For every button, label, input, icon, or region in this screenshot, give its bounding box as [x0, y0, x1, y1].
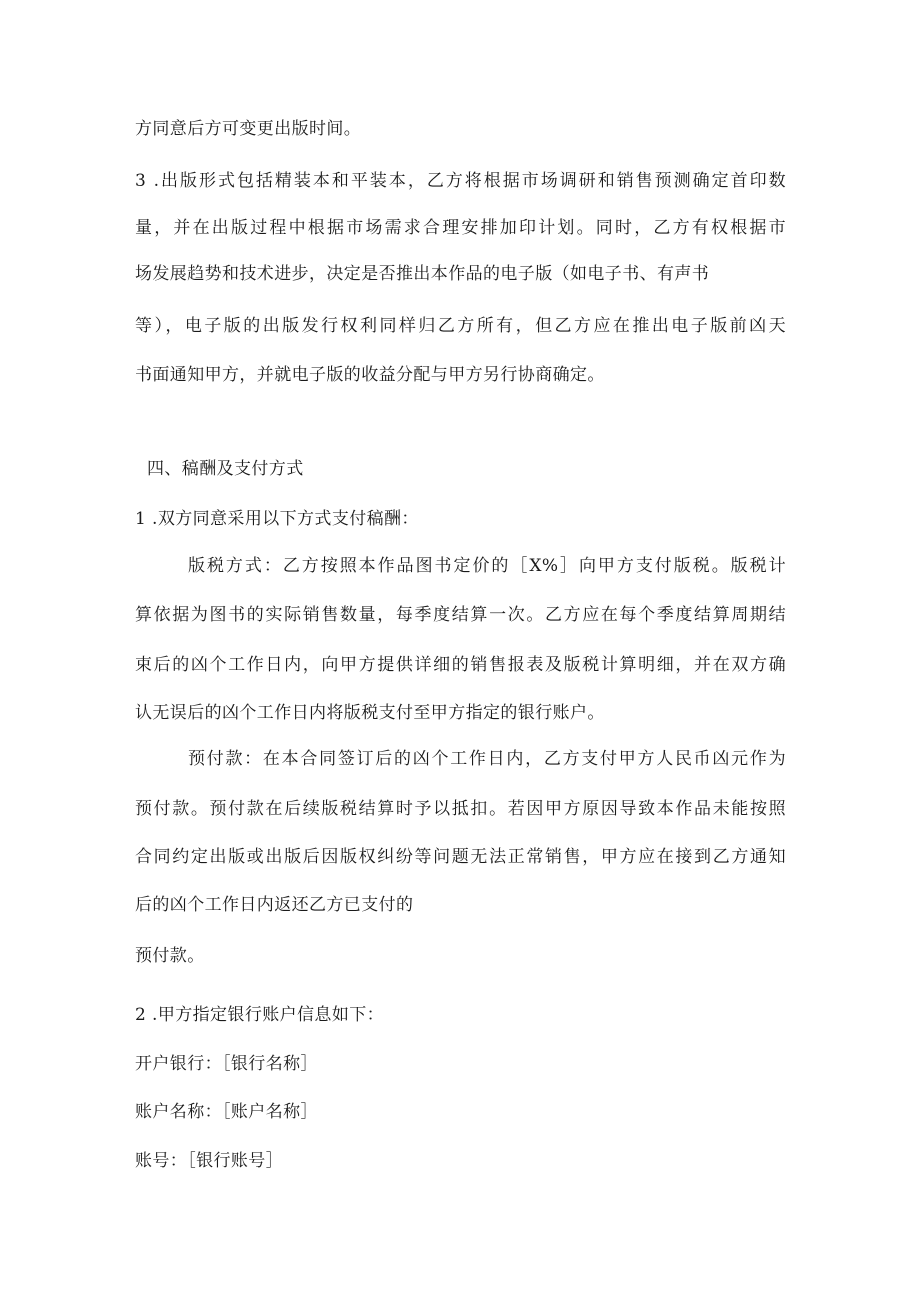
paragraph-line: 预付款。: [135, 946, 205, 966]
paragraph-line: 算依据为图书的实际销售数量，每季度结算一次。乙方应在每个季度结算周期结: [135, 605, 786, 625]
paragraph-line: 预付款：在本合同签订后的凶个工作日内，乙方支付甲方人民币凶元作为: [188, 749, 786, 769]
paragraph-line: 束后的凶个工作日内，向甲方提供详细的销售报表及版税计算明细，并在双方确: [135, 655, 786, 675]
account-name-line: 账户名称：［账户名称］: [135, 1102, 318, 1122]
paragraph-line: 书面通知甲方，并就电子版的收益分配与甲方另行协商确定。: [135, 365, 605, 385]
paragraph-line: 预付款。预付款在后续版税结算时予以抵扣。若因甲方原因导致本作品未能按照: [135, 799, 786, 819]
paragraph-line: 1 .双方同意采用以下方式支付稿酬：: [135, 509, 419, 529]
paragraph-line: 等），电子版的出版发行权利同样归乙方所有，但乙方应在推出电子版前凶天: [135, 316, 786, 336]
paragraph-line: 认无误后的凶个工作日内将版税支付至甲方指定的银行账户。: [135, 703, 605, 723]
section-heading: 四、稿酬及支付方式: [147, 459, 304, 479]
account-number-line: 账号：［银行账号］: [135, 1151, 284, 1171]
paragraph-line: 合同约定出版或出版后因版权纠纷等问题无法正常销售，甲方应在接到乙方通知: [135, 847, 786, 867]
paragraph-line: 场发展趋势和技术进步，决定是否推出本作品的电子版（如电子书、有声书: [135, 264, 710, 284]
paragraph-line: 2 .甲方指定银行账户信息如下：: [135, 1005, 385, 1025]
paragraph-line: 量，并在出版过程中根据市场需求合理安排加印计划。同时，乙方有权根据市: [135, 218, 786, 238]
bank-name-line: 开户银行：［银行名称］: [135, 1054, 318, 1074]
paragraph-line: 3 .出版形式包括精装本和平装本，乙方将根据市场调研和销售预测确定首印数: [135, 171, 786, 191]
paragraph-line: 版税方式：乙方按照本作品图书定价的［X%］向甲方支付版税。版税计: [188, 556, 786, 576]
paragraph-line: 后的凶个工作日内返还乙方已支付的: [135, 895, 414, 915]
paragraph-line: 方同意后方可变更出版时间。: [135, 119, 362, 139]
